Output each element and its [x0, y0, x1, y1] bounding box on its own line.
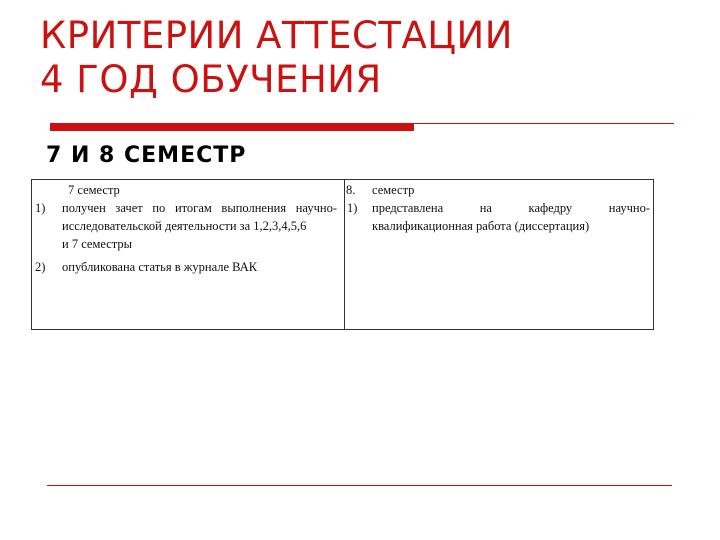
semester-7-item-1-line-1: получен зачет по итогам выполнения научно-	[62, 201, 337, 215]
title-line-2: 4 ГОД ОБУЧЕНИЯ	[40, 58, 382, 101]
semester-7-item-2-number: 2)	[35, 260, 46, 274]
semester-8-item-1	[372, 199, 650, 235]
table-column-divider	[344, 180, 345, 329]
semester-7-item-1-number: 1)	[35, 201, 46, 215]
semester-8-header: семестр	[372, 183, 415, 197]
semester-7-item-1-line-3: и 7 семестры	[62, 237, 133, 251]
semester-7-item-2	[62, 258, 337, 276]
semester-7-item-2-line-1: опубликована статья в журнале ВАК	[62, 260, 258, 274]
title-line-1: КРИТЕРИИ АТТЕСТАЦИИ	[40, 14, 513, 57]
slide-subtitle: 7 И 8 СЕМЕСТР	[46, 143, 247, 168]
semester-8-item-1-line-1: представлена на кафедру научно-	[372, 201, 650, 215]
slide-title-text	[40, 14, 513, 102]
title-underline-thin	[414, 123, 674, 124]
title-underline-thick	[50, 123, 414, 131]
semester-7-item-1-line-2: исследовательской деятельности за 1,2,3,4,5,6	[62, 219, 307, 233]
semester-8-item-1-number: 1)	[347, 201, 358, 215]
semester-7-item-1	[62, 199, 337, 253]
semester-8-number: 8.	[346, 183, 356, 197]
criteria-table	[31, 179, 654, 330]
semester-8-item-1-line-2: квалификационная работа (диссертация)	[372, 219, 590, 233]
footer-divider	[47, 485, 672, 486]
semester-7-header: 7 семестр	[68, 183, 120, 197]
